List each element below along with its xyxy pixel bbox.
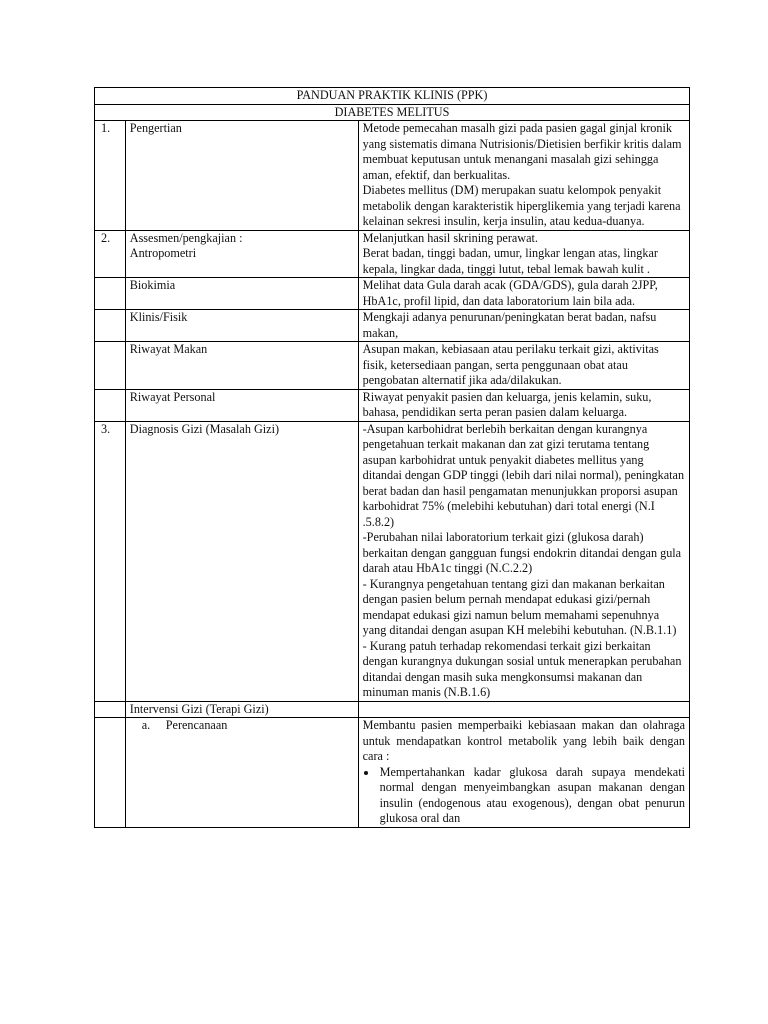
content-paragraph: Melanjutkan hasil skrining perawat.	[362, 230, 538, 245]
row-label: Biokimia	[125, 278, 358, 310]
table-row	[95, 230, 690, 278]
row-content	[358, 701, 689, 718]
row-label: Klinis/Fisik	[125, 310, 358, 342]
sub-label	[130, 718, 354, 734]
row-content	[358, 718, 689, 828]
bullet-list	[363, 765, 685, 827]
content-paragraph: -Perubahan nilai laboratorium terkait gizi (glukosa darah) berkaitan dengan gangguan fungsi endokrin ditandai dengan gula darah atau HbA1c tinggi (N.C.2.2)	[362, 530, 682, 575]
row-number	[95, 278, 126, 310]
ppk-document	[94, 87, 690, 828]
table-row	[95, 310, 690, 342]
row-content: Riwayat penyakit pasien dan keluarga, jenis kelamin, suku, bahasa, pendidikan serta peran pasien dalam keluarga.	[358, 389, 689, 421]
row-content	[358, 421, 689, 701]
content-paragraph: - Kurangnya pengetahuan tentang gizi dan makanan berkaitan dengan pasien belum pernah mendapat edukasi gizi/pernah mendapat edukasi gizi namun belum memahami sepenuhnya yang ditandai dengan asupan KH melebihi kebutuhan. (N.B.1.1)	[362, 576, 677, 637]
title-row	[95, 88, 690, 105]
row-number	[95, 389, 126, 421]
table-row	[95, 718, 690, 828]
row-label	[125, 718, 358, 828]
document-subtitle: DIABETES MELITUS	[95, 104, 690, 121]
content-paragraph: Diabetes mellitus (DM) merupakan suatu kelompok penyakit metabolik dengan karakteristik hiperglikemia yang terjadi karena kelainan sekresi insulin, kerja insulin, atau kedua-duanya.	[362, 183, 681, 228]
row-content: Asupan makan, kebiasaan atau perilaku terkait gizi, aktivitas fisik, ketersediaan pangan, serta penggunaan obat atau pengobatan alternatif jika ada/dilakukan.	[358, 342, 689, 390]
table-row	[95, 701, 690, 718]
document-title: PANDUAN PRAKTIK KLINIS (PPK)	[95, 88, 690, 105]
row-label: Intervensi Gizi (Terapi Gizi)	[125, 701, 358, 718]
content-paragraph: Berat badan, tinggi badan, umur, lingkar lengan atas, lingkar kepala, lingkar dada, tinggi lutut, tebal lemak bawah kulit .	[362, 246, 658, 276]
content-paragraph: Membantu pasien memperbaiki kebiasaan makan dan olahraga untuk mendapatkan kontrol metabolik yang lebih baik dengan cara :	[362, 718, 685, 763]
table-row	[95, 121, 690, 231]
table-row	[95, 421, 690, 701]
content-paragraph: Metode pemecahan masalh gizi pada pasien gagal ginjal kronik yang sistematis dimana Nutrisionis/Dietisien berfikir kritis dalam membuat keputusan untuk menangani masalah gizi sehingga aman, efektif, dan berkualitas.	[362, 121, 682, 182]
table-row	[95, 278, 690, 310]
row-content	[358, 230, 689, 278]
row-label-line: Antropometri	[129, 246, 197, 260]
row-label: Riwayat Personal	[125, 389, 358, 421]
table-row	[95, 342, 690, 390]
row-number	[95, 701, 126, 718]
ppk-table	[94, 87, 690, 828]
content-paragraph: -Asupan karbohidrat berlebih berkaitan dengan kurangnya pengetahuan terkait makanan dan zat gizi terutama tentang asupan karbohidrat untuk penyakit diabetes mellitus yang ditandai dengan GDP tinggi (lebih dari nilai normal), peningkatan berat badan dan hasil pengamatan menunjukkan proporsi asupan karbohidrat 75% (melebihi kebutuhan) dari total energi (N.I .5.8.2)	[362, 421, 685, 529]
bullet-item: • Mempertahankan kadar glukosa darah supaya mendekati normal dengan menyeimbangkan asupan makanan dengan insulin (endogenous atau exogenous), dengan obat penurun glukosa oral dan	[378, 765, 685, 827]
row-label	[125, 230, 358, 278]
row-content: Mengkaji adanya penurunan/peningkatan berat badan, nafsu makan,	[358, 310, 689, 342]
table-row	[95, 389, 690, 421]
row-number: 1.	[95, 121, 126, 231]
sub-label-text: Perencanaan	[165, 718, 228, 732]
row-label: Riwayat Makan	[125, 342, 358, 390]
row-number: 3.	[95, 421, 126, 701]
row-label: Pengertian	[125, 121, 358, 231]
row-number	[95, 718, 126, 828]
sub-marker: a.	[141, 718, 151, 732]
row-content: Melihat data Gula darah acak (GDA/GDS), gula darah 2JPP, HbA1c, profil lipid, dan data laboratorium lain bila ada.	[358, 278, 689, 310]
row-label-line: Assesmen/pengkajian :	[129, 230, 243, 245]
subtitle-row	[95, 104, 690, 121]
content-paragraph: - Kurang patuh terhadap rekomendasi terkait gizi berkaitan dengan kurangnya dukungan sosial untuk menerapkan perubahan ditandai dengan masih suka mengkonsumsi makanan dan minuman manis (N.B.1.6)	[362, 638, 682, 699]
row-number	[95, 310, 126, 342]
row-number: 2.	[95, 230, 126, 278]
row-content	[358, 121, 689, 231]
row-label: Diagnosis Gizi (Masalah Gizi)	[125, 421, 358, 701]
row-number	[95, 342, 126, 390]
